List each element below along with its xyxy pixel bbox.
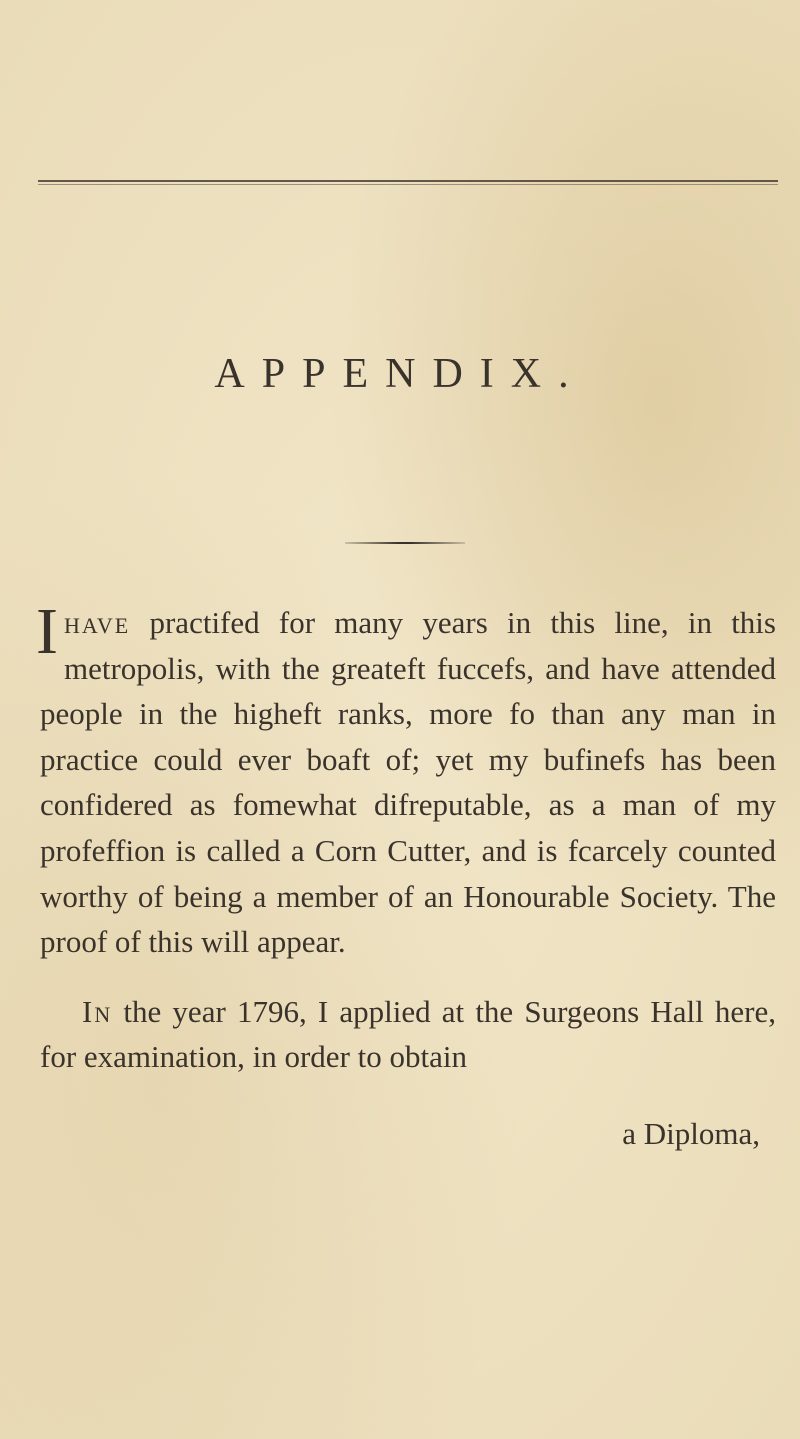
appendix-heading: APPENDIX.: [214, 351, 586, 397]
catchword: a Diploma,: [622, 1115, 760, 1151]
paragraph-1: [36, 595, 776, 965]
paragraph-2: [40, 989, 776, 1080]
paragraph-2-lead: In: [82, 993, 113, 1029]
ornamental-rule: [345, 542, 465, 544]
paragraph-1-text: practifed for many years in this line, in this metropolis, with the greateft fuccefs, and have attended people in the higheft ranks, more fo than any man in practice could ever boaft of; yet my bufinefs has been confidered as fomewhat difreputable, as a man of my profeffion is called a Corn Cutter, and is fcarcely counted worthy of being a member of an Honourable Society. The proof of this will appear.: [40, 605, 776, 960]
paragraph-2-text: the year 1796, I applied at the Surgeons Hall here, for examination, in order to obtain: [40, 993, 776, 1075]
top-rule-thin: [38, 184, 778, 185]
body-text: [36, 595, 776, 1157]
top-rule: [38, 180, 778, 182]
drop-cap: I: [36, 595, 58, 668]
paragraph-1-lead: have: [63, 605, 131, 640]
